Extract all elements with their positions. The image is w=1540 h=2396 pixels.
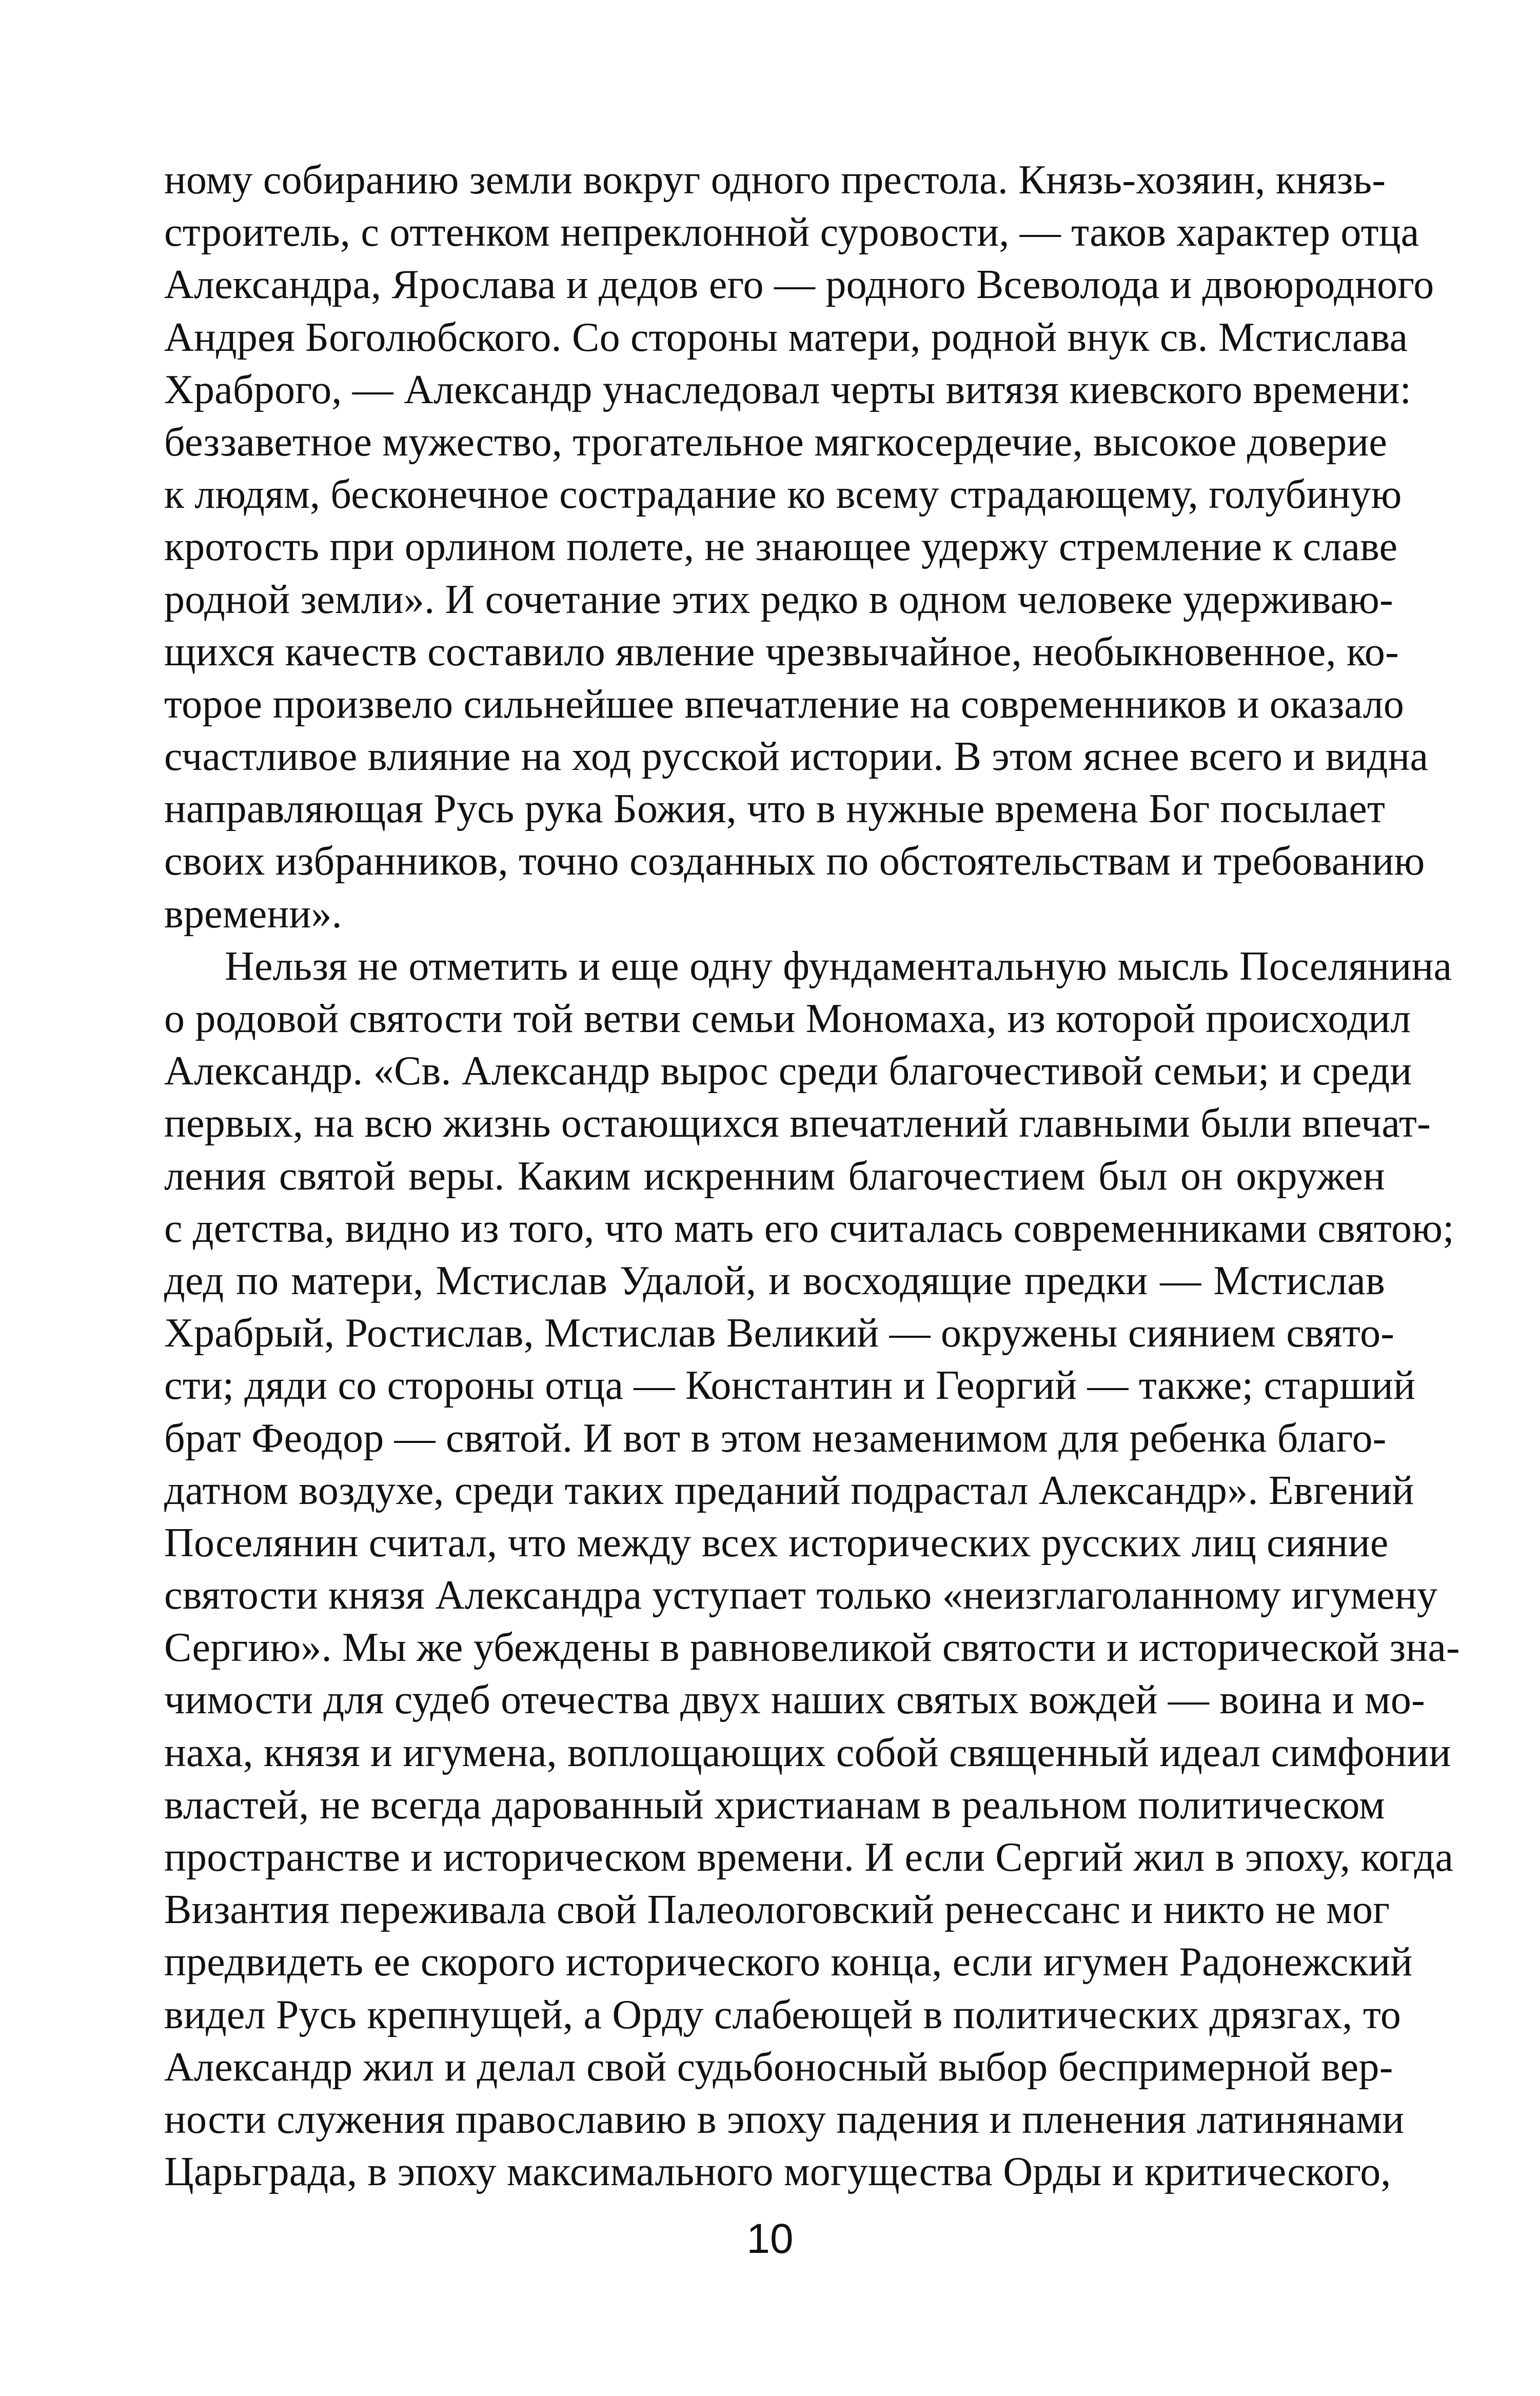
text-line: о родовой святости той ветви семьи Мономаха, из которой происходил [164, 996, 1411, 1041]
text-line: кротость при орлином полете, не знающее удержу стремление к славе [164, 524, 1398, 570]
text-line: счастливое влияние на ход русской истории. В этом яснее всего и видна [164, 734, 1429, 780]
text-line: Храбрый, Ростислав, Мстислав Великий — окружены сиянием свято- [164, 1311, 1395, 1356]
text-line: направляющая Русь рука Божия, что в нужные времена Бог посылает [164, 786, 1386, 832]
text-line: датном воздухе, среди таких преданий подрастал Александр». Евгений [164, 1468, 1414, 1513]
text-line: видел Русь крепнущей, а Орду слабеющей в политических дрязгах, то [164, 1992, 1401, 2037]
text-line: с детства, видно из того, что мать его считалась современниками святою; [164, 1205, 1454, 1251]
text-line: Поселянин считал, что между всех исторических русских лиц сияние [164, 1520, 1389, 1566]
text-line: Царьграда, в эпоху максимального могущества Орды и критического, [164, 2149, 1391, 2195]
body-text [164, 154, 1460, 2198]
text-line: Александр жил и делал свой судьбоносный выбор беспримерной вер- [164, 2044, 1393, 2090]
text-line: родной земли». И сочетание этих редко в одном человеке удерживаю- [164, 577, 1393, 622]
text-line: сти; дяди со стороны отца — Константин и Георгий — также; старший [164, 1363, 1416, 1409]
text-line: строитель, с оттенком непреклонной суровости, — таков характер отца [164, 210, 1419, 255]
text-line: щихся качеств составило явление чрезвычайное, необыкновенное, ко- [164, 629, 1399, 675]
text-line: к людям, бесконечное сострадание ко всему страдающему, голубиную [164, 472, 1402, 518]
text-line: властей, не всегда дарованный христианам в реальном политическом [164, 1782, 1385, 1828]
paragraph-end-line: времени». [164, 891, 342, 937]
text-line: Андрея Боголюбского. Со стороны матери, родной внук св. Мстислава [164, 314, 1408, 360]
page-number: 10 [746, 2215, 794, 2262]
text-line: Храброго, — Александр унаследовал черты витязя киевского времени: [164, 367, 1412, 412]
text-line: чимости для судеб отечества двух наших святых вождей — воина и мо- [164, 1677, 1425, 1723]
text-line: Александр. «Св. Александр вырос среди благочестивой семьи; и среди [164, 1048, 1412, 1094]
text-line: предвидеть ее скорого исторического конца, если игумен Радонежский [164, 1939, 1413, 1985]
text-line: ному собиранию земли вокруг одного престола. Князь-хозяин, князь- [164, 157, 1386, 203]
text-line: Византия переживала свой Палеологовский ренессанс и никто не мог [164, 1887, 1390, 1933]
text-line: брат Феодор — святой. И вот в этом незаменимом для ребенка благо- [164, 1415, 1387, 1461]
text-line: первых, на всю жизнь остающихся впечатлений главными были впечат- [164, 1101, 1431, 1146]
text-line: пространстве и историческом времени. И если Сергий жил в эпоху, когда [164, 1835, 1454, 1880]
text-line: ности служения православию в эпоху падения и пленения латинянами [164, 2096, 1405, 2142]
text-line: торое произвело сильнейшее впечатление на современников и оказало [164, 681, 1405, 727]
text-line: наха, князя и игумена, воплощающих собой священный идеал симфонии [164, 1730, 1451, 1775]
text-line: Александра, Ярослава и дедов его — родного Всеволода и двоюродного [164, 262, 1434, 308]
text-line: святости князя Александра уступает только «неизглаголанному игумену [164, 1573, 1438, 1618]
text-line: дед по матери, Мстислав Удалой, и восходящие предки — Мстислав [164, 1258, 1385, 1303]
text-line: беззаветное мужество, трогательное мягкосердечие, высокое доверие [164, 419, 1388, 465]
text-line: ления святой веры. Каким искренним благочестием был он окружен [164, 1153, 1385, 1199]
text-line: своих избранников, точно созданных по обстоятельствам и требованию [164, 839, 1425, 884]
text-line: Сергию». Мы же убеждены в равновеликой святости и исторической зна- [164, 1625, 1460, 1671]
paragraph-first-line: Нельзя не отметить и еще одну фундаментальную мысль Поселянина [225, 943, 1452, 989]
